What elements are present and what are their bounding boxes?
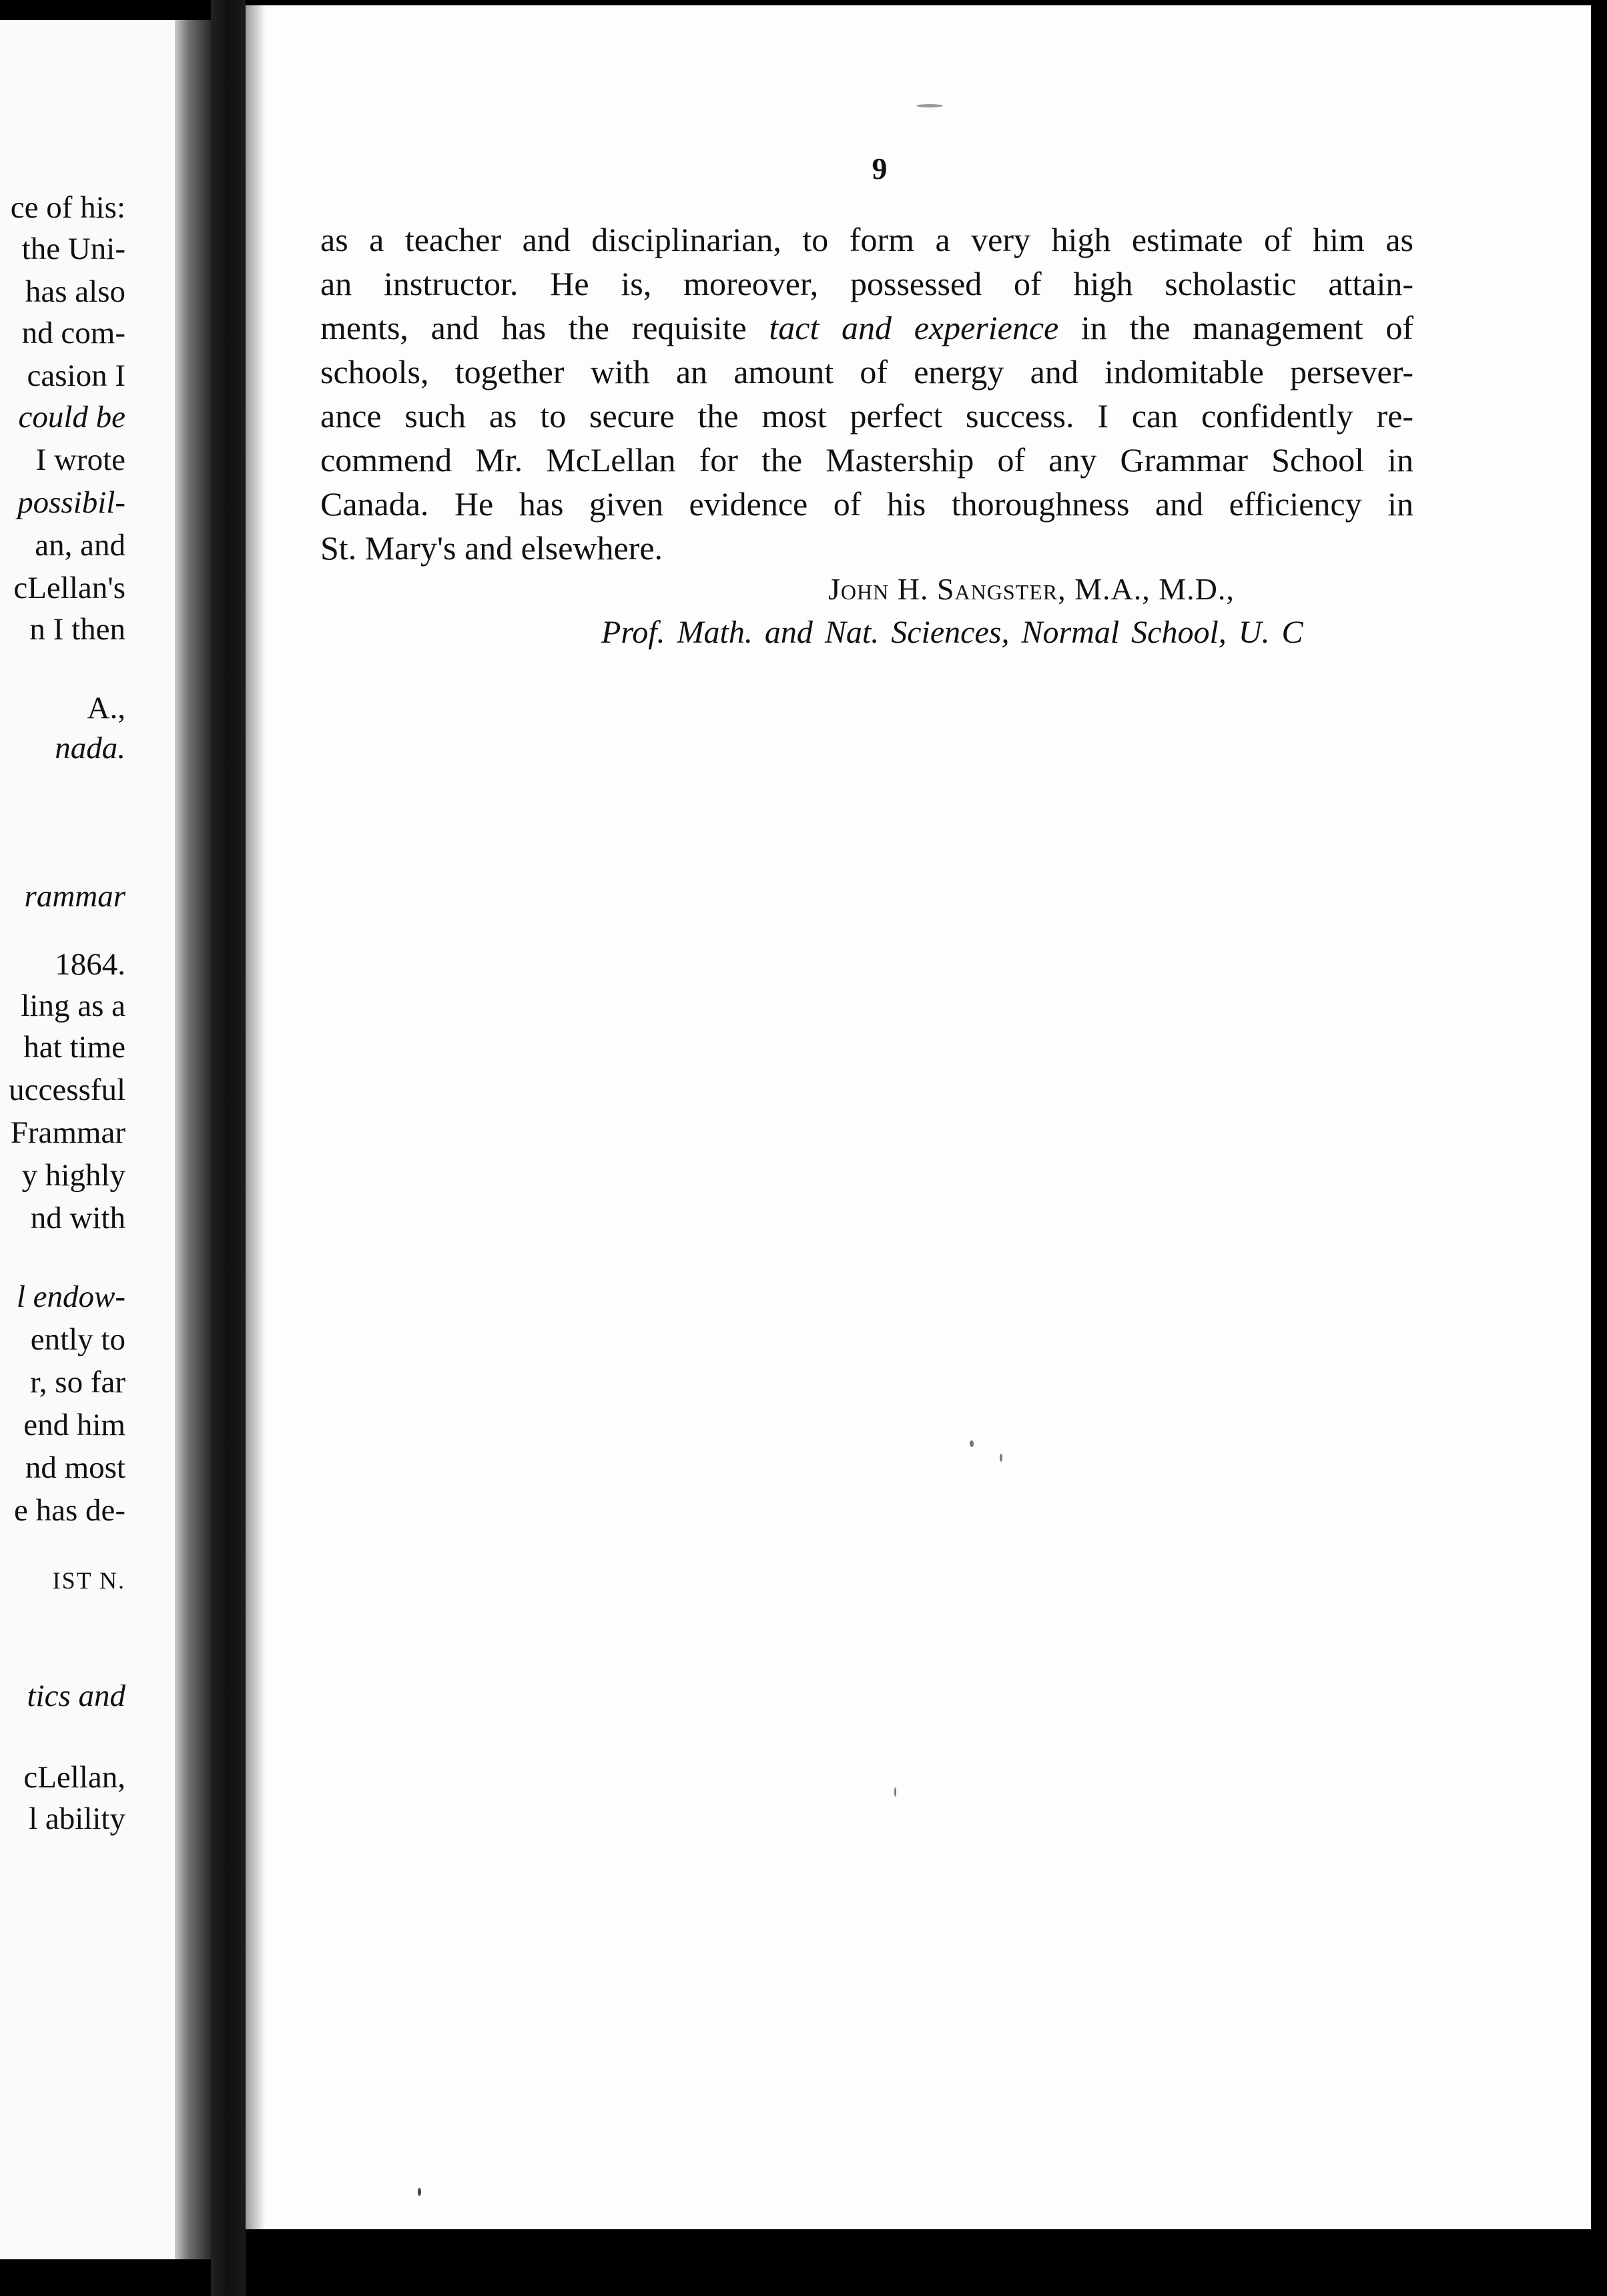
previous-page-line: nd com- (21, 316, 125, 350)
previous-page-line: ently to (30, 1322, 125, 1357)
body-line: ments, and has the requisite tact and experience in the management of (320, 309, 1413, 346)
previous-page-line: nd with (30, 1201, 125, 1235)
body-line: Canada. He has given evidence of his thoroughness and efficiency in (320, 485, 1413, 523)
previous-page-line: n I then (29, 612, 125, 647)
previous-page-line: rammar (24, 879, 125, 914)
previous-page-line: l ability (29, 1801, 125, 1836)
paper-speck (970, 1440, 974, 1447)
previous-page-line: IST N. (52, 1567, 125, 1594)
paper-speck (1000, 1454, 1002, 1462)
previous-page-line: could be (18, 400, 125, 435)
body-line: schools, together with an amount of energy and indomitable persever- (320, 353, 1413, 390)
previous-page-line: r, so far (30, 1365, 125, 1400)
previous-page-line: nd most (25, 1450, 125, 1485)
previous-page-line: end him (23, 1408, 125, 1442)
body-line: commend Mr. McLellan for the Mastership of any Grammar School in (320, 441, 1413, 479)
body-line: ance such as to secure the most perfect success. I can confidently re- (320, 397, 1413, 435)
body-line: St. Mary's and elsewhere. (320, 529, 663, 567)
signature (828, 571, 1235, 607)
previous-page-line: ce of his: (10, 190, 125, 225)
previous-page-line: I wrote (35, 443, 125, 477)
paper-speck (894, 1787, 896, 1797)
previous-page-line: cLellan, (23, 1760, 125, 1795)
previous-page-line: ling as a (21, 988, 125, 1023)
previous-page-line: y highly (21, 1158, 125, 1193)
previous-page-line: uccessful (9, 1073, 125, 1107)
previous-page-line: has also (25, 274, 125, 309)
body-line: an instructor. He is, moreover, possessed of high scholastic attain- (320, 265, 1413, 302)
previous-page-line: l endow- (16, 1279, 125, 1314)
body-line: as a teacher and disciplinarian, to form a very high estimate of him as (320, 221, 1413, 258)
paper-speck (418, 2188, 421, 2196)
previous-page-line: e has de- (13, 1493, 125, 1528)
letter-body (320, 218, 1413, 570)
signatory-affiliation: Prof. Math. and Nat. Sciences, Normal School, U. C (601, 615, 1303, 650)
previous-page-line: casion I (27, 358, 125, 393)
current-page (246, 5, 1591, 2229)
page-edge-shadow (246, 5, 266, 2229)
book-gutter (211, 0, 246, 2296)
binding-shadow (175, 20, 211, 2259)
signature-degrees: , M.A., M.D., (1058, 572, 1235, 606)
previous-page-line: nada. (55, 731, 125, 766)
previous-page-line: cLellan's (13, 571, 125, 605)
emphasis-text: tact and experience (769, 309, 1059, 346)
previous-page-strip (0, 20, 211, 2259)
previous-page-line: the Uni- (21, 232, 125, 266)
previous-page-line: tics and (27, 1679, 125, 1713)
page-number: 9 (872, 152, 888, 186)
previous-page-line: A., (87, 691, 125, 726)
previous-page-line: Frammar (10, 1115, 125, 1150)
previous-page-line: 1864. (55, 947, 125, 982)
previous-page-line: hat time (23, 1030, 125, 1065)
signature-name: John H. Sangster (828, 572, 1058, 606)
previous-page-line: possibil- (17, 485, 125, 520)
paper-speck (916, 104, 943, 107)
previous-page-line: an, and (35, 528, 125, 563)
